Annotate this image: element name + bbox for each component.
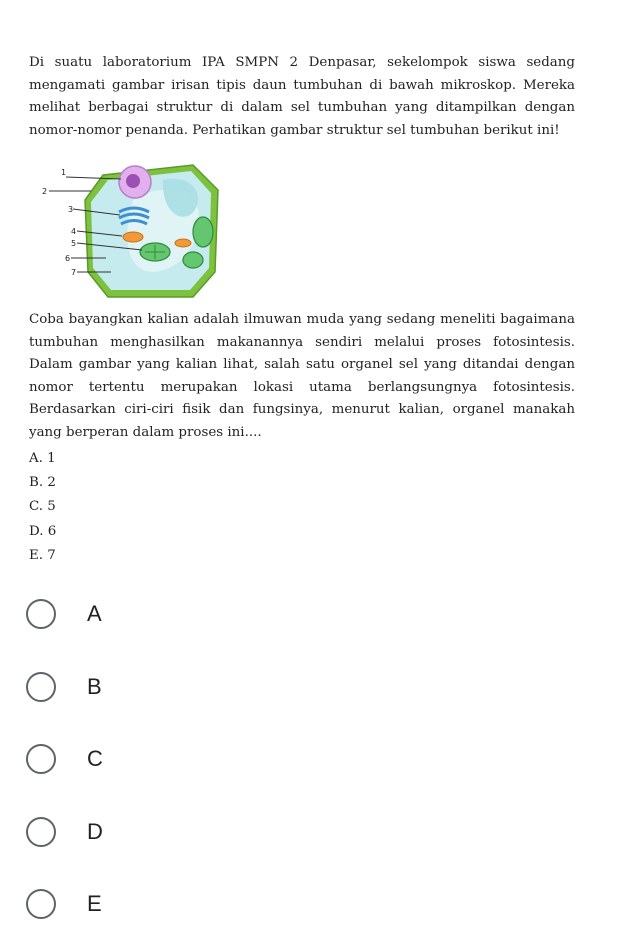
choice-d: D. 6 bbox=[29, 523, 57, 539]
intro-paragraph: Di suatu laboratorium IPA SMPN 2 Denpasar, sekelompok siswa sedang mengamati gambar irisan tipis daun tumbuhan di bawah mikroskop. Mereka melihat berbagai struktur di dalam sel tumbuhan yang ditampilkan dengan nomor-nomor penanda. Perhatikan gambar struktur sel tumbuhan berikut ini! bbox=[29, 55, 575, 138]
answer-label: C bbox=[87, 746, 103, 772]
answer-option-d[interactable] bbox=[22, 796, 602, 869]
choice-list bbox=[29, 447, 575, 568]
answer-option-c[interactable] bbox=[22, 723, 602, 796]
question-body bbox=[29, 309, 575, 568]
answer-label: D bbox=[87, 818, 103, 844]
radio-button-icon[interactable] bbox=[26, 672, 56, 702]
figure-label-4: 4 bbox=[71, 227, 77, 236]
figure-label-6: 6 bbox=[65, 254, 71, 263]
question-paragraph: Coba bayangkan kalian adalah ilmuwan muda yang sedang meneliti bagaimana tumbuhan menghasilkan makanannya sendiri melalui proses fotosintesis. Dalam gambar yang kalian lihat, salah satu organel sel yang ditandai dengan nomor tertentu merupakan lokasi utama berlangsungnya fotosintesis. Berdasarkan ciri-ciri fisik dan fungsinya, menurut kalian, organel manakah yang berperan dalam proses ini.... bbox=[29, 312, 575, 440]
answer-label: A bbox=[87, 601, 102, 627]
figure-label-7: 7 bbox=[71, 268, 77, 277]
choice-e: E. 7 bbox=[29, 547, 56, 563]
radio-button-icon[interactable] bbox=[26, 889, 56, 919]
answer-label: E bbox=[87, 891, 102, 917]
radio-button-icon[interactable] bbox=[26, 599, 56, 629]
question-intro-text bbox=[29, 52, 575, 142]
figure-label-5: 5 bbox=[71, 239, 77, 248]
radio-button-icon[interactable] bbox=[26, 744, 56, 774]
nucleus-organelle bbox=[119, 166, 151, 198]
choice-a: A. 1 bbox=[29, 451, 56, 466]
answer-options bbox=[22, 578, 602, 941]
figure-label-3: 3 bbox=[68, 205, 74, 214]
answer-option-e[interactable] bbox=[22, 868, 602, 941]
figure-label-1: 1 bbox=[61, 168, 67, 177]
figure-label-2: 2 bbox=[42, 187, 48, 196]
choice-b: B. 2 bbox=[29, 475, 56, 491]
answer-label: B bbox=[87, 673, 102, 699]
plant-cell-diagram bbox=[33, 160, 228, 300]
choice-c: C. 5 bbox=[29, 499, 56, 515]
radio-button-icon[interactable] bbox=[26, 817, 56, 847]
answer-option-b[interactable] bbox=[22, 651, 602, 724]
answer-option-a[interactable] bbox=[22, 578, 602, 651]
